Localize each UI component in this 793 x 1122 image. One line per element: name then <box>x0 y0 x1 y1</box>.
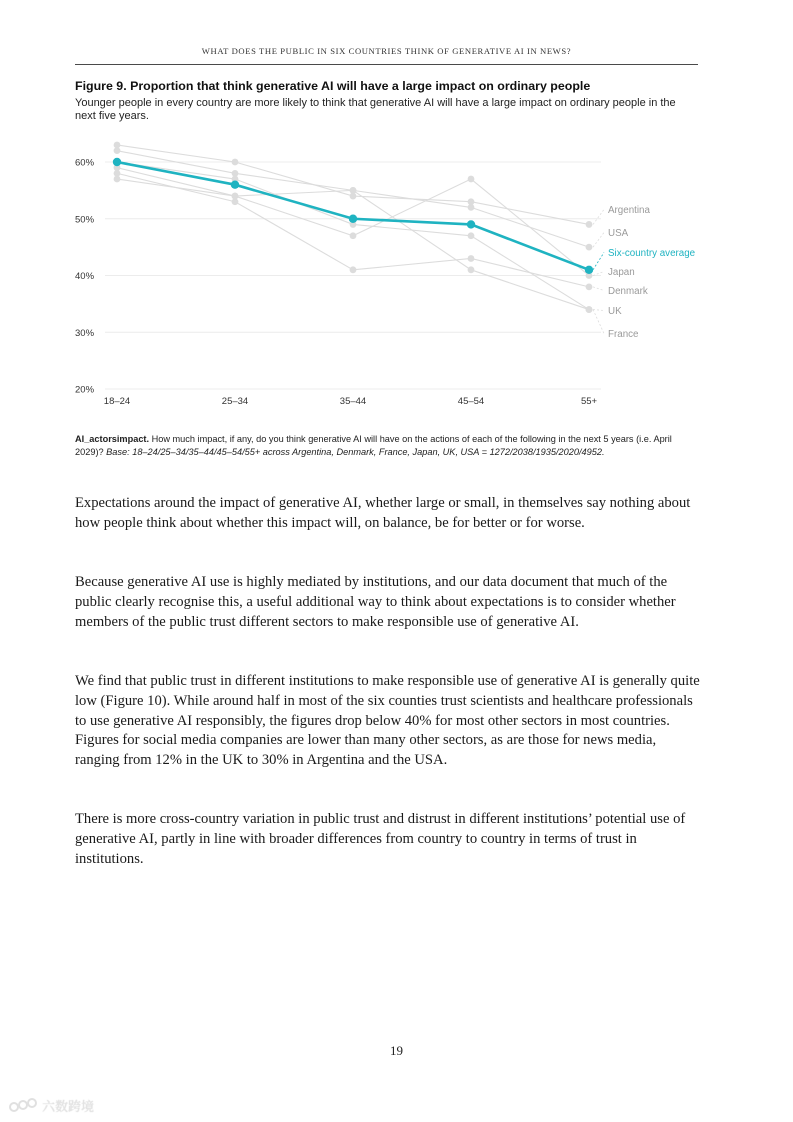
x-tick-label: 25–34 <box>221 396 249 407</box>
data-point <box>113 158 121 166</box>
series-label: Six-country average <box>608 248 696 259</box>
body-paragraph-4: There is more cross-country variation in public trust and distrust in different institutions’ potential use of generative AI, partly in line with broader differences from country to country in terms of trust in institutions. <box>75 811 686 867</box>
data-point <box>231 181 239 189</box>
data-point <box>350 266 357 273</box>
data-point <box>586 306 593 313</box>
series-label-connector <box>593 310 604 334</box>
data-point <box>468 204 475 211</box>
data-point <box>232 193 239 200</box>
figure-note-label: AI_actorsimpact. <box>75 434 150 444</box>
watermark-text: 六数跨境 <box>42 1100 95 1115</box>
watermark-logo-icon <box>8 1097 38 1115</box>
running-header: WHAT DOES THE PUBLIC IN SIX COUNTRIES THINK OF GENERATIVE AI IN NEWS? <box>201 46 572 56</box>
x-tick-label: 35–44 <box>339 396 367 407</box>
series-label: UK <box>608 306 622 317</box>
figure-note-question: How much impact, if any, do you think generative AI will have on the actions of each of the following in the next 5 years (i.e. April 2029)? <box>75 434 672 458</box>
figure-title: Figure 9. Proportion that think generative AI will have a large impact on ordinary people <box>75 79 591 93</box>
data-point <box>468 255 475 262</box>
figure-note-base: Base: 18–24/25–34/35–44/45–54/55+ across Argentina, Denmark, France, Japan, UK, USA = 1272/2038/1935/2020/4952. <box>106 447 605 458</box>
series-label: Denmark <box>608 286 648 297</box>
y-tick-label: 30% <box>75 327 95 339</box>
body-paragraph-3: We find that public trust in different institutions to make responsible use of generative AI is generally quite low (Figure 10). While around half in most of the six counties trust scientists and healthcare professionals to use generative AI responsibly, the figures drop below 40% for most other sectors in most countries. Figures for social media companies are lower than many other sectors, as are those for news media, ranging from 12% in the UK to 30% in Argentina and the USA. <box>75 673 700 769</box>
data-point <box>586 221 593 228</box>
data-point <box>467 220 475 228</box>
series-label: France <box>608 329 639 340</box>
y-tick-label: 20% <box>75 384 95 396</box>
series-label: USA <box>608 228 629 239</box>
body-paragraph-1: Expectations around the impact of generative AI, whether large or small, in themselves say nothing about how people think about whether this impact will, on balance, be for better or for worse. <box>75 495 691 531</box>
data-point <box>586 244 593 251</box>
line-chart <box>0 0 793 420</box>
series-label-connector <box>593 233 604 248</box>
body-paragraph-2: Because generative AI use is highly mediated by institutions, and our data document that much of the public clearly recognise this, a useful additional way to think about expectations is to consider whether members of the public trust different sectors to make responsible use of generative AI. <box>75 574 676 630</box>
y-tick-label: 60% <box>75 157 95 169</box>
x-tick-label: 45–54 <box>457 396 485 407</box>
watermark <box>8 1096 94 1115</box>
figure-subtitle: Younger people in every country are more likely to think that generative AI will have a large impact on ordinary people in the next five years. <box>75 97 676 122</box>
series-label-connector <box>593 272 604 276</box>
series-label-connector <box>593 210 604 225</box>
data-point <box>585 266 593 274</box>
series-label-connector <box>593 310 604 311</box>
data-point <box>468 232 475 239</box>
data-point <box>350 232 357 239</box>
data-point <box>349 215 357 223</box>
y-tick-label: 40% <box>75 271 95 282</box>
data-point <box>114 147 121 154</box>
series-label: Argentina <box>608 205 650 216</box>
x-tick-label: 18–24 <box>103 396 131 407</box>
page-number: 19 <box>390 1043 403 1058</box>
data-point <box>232 159 239 166</box>
figure-note <box>75 433 685 459</box>
series-label-connector <box>593 253 604 270</box>
data-point <box>114 176 121 183</box>
series-label-connector <box>593 287 604 291</box>
data-point <box>468 176 475 183</box>
data-point <box>586 283 593 290</box>
data-point <box>468 266 475 273</box>
y-tick-label: 50% <box>75 214 95 226</box>
x-tick-label: 55+ <box>580 396 598 407</box>
series-label: Japan <box>608 267 635 278</box>
data-point <box>350 187 357 194</box>
